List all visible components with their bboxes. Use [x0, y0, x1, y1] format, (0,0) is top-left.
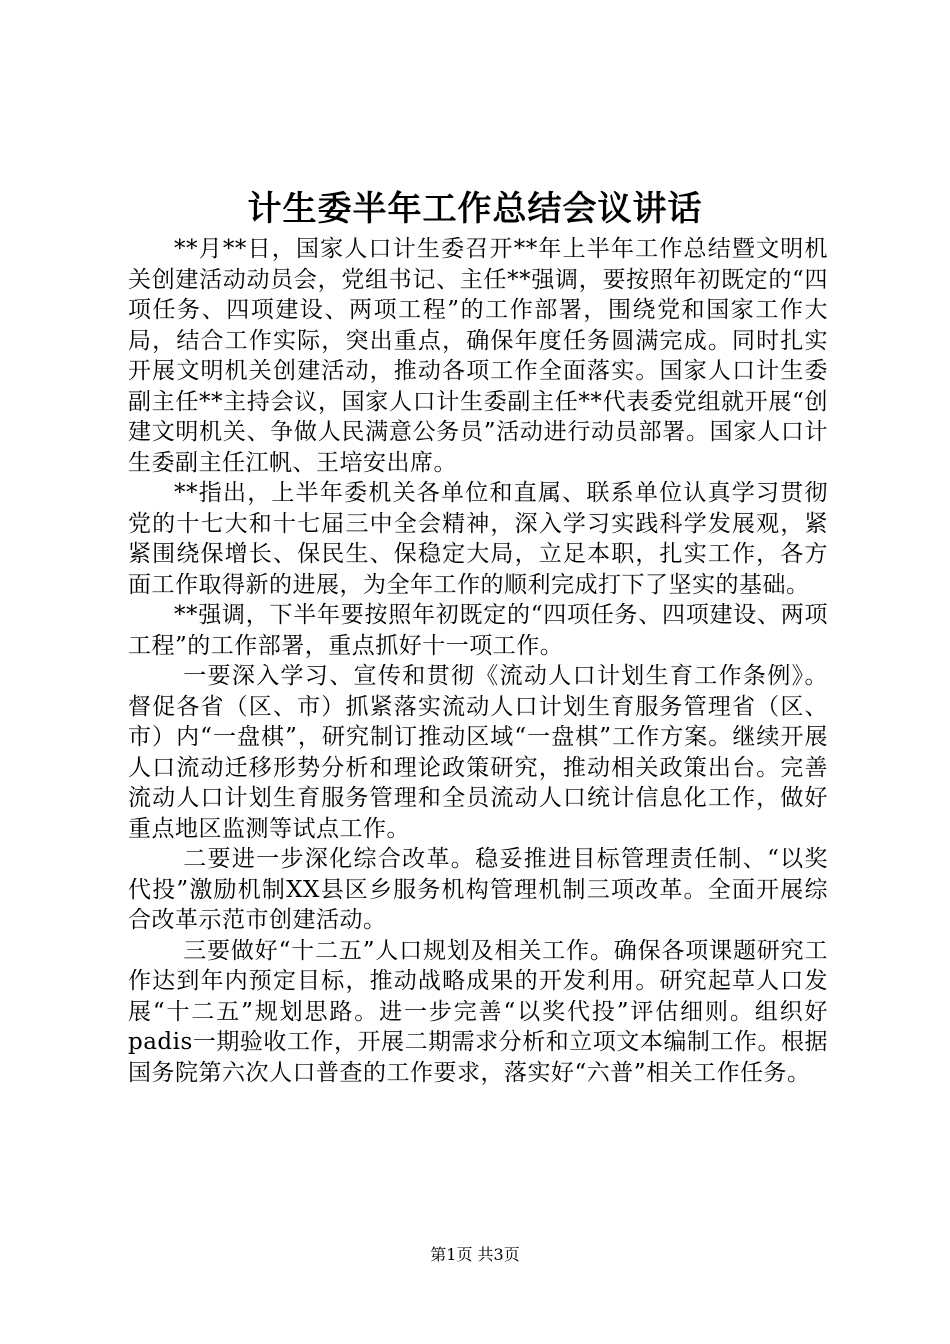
paragraph-task-three: 三要做好“十二五”人口规划及相关工作。确保各项课题研究工作达到年内预定目标，推动战略成果的开发利用。研究起草人口发展“十二五”规划思路。进一步完善“以奖代投”评估细则。组织好padis一期验收工作，开展二期需求分析和立项文本编制工作。根据国务院第六次人口普查的工作要求，落实好“六普”相关工作任务。: [128, 937, 828, 1086]
paragraph-task-one: 一要深入学习、宣传和贯彻《流动人口计划生育工作条例》。督促各省（区、市）抓紧落实流动人口计划生育服务管理省（区、市）内“一盘棋”，研究制订推动区域“一盘棋”工作方案。继续开展人口流动迁移形势分析和理论政策研究，推动相关政策出台。完善流动人口计划生育服务管理和全员流动人口统计信息化工作，做好重点地区监测等试点工作。: [128, 663, 828, 842]
page-footer: 第1页 共3页: [430, 1245, 520, 1264]
document-title: 计生委半年工作总结会议讲话: [247, 189, 703, 229]
paragraph-second-half-plan: **强调，下半年要按照年初既定的“四项任务、四项建设、两项工程”的工作部署，重点抓好十一项工作。: [128, 602, 828, 659]
paragraph-first-half-review: **指出，上半年委机关各单位和直属、联系单位认真学习贯彻党的十七大和十七届三中全会精神，深入学习实践科学发展观，紧紧围绕保增长、保民生、保稳定大局，立足本职，扎实工作，各方面工作取得新的进展，为全年工作的顺利完成打下了坚实的基础。: [128, 480, 828, 598]
paragraph-task-two: 二要进一步深化综合改革。稳妥推进目标管理责任制、“以奖代投”激励机制XX县区乡服务机构管理机制三项改革。全面开展综合改革示范市创建活动。: [128, 846, 828, 933]
document-body: [128, 234, 828, 1088]
paragraph-meeting-summary: **月**日，国家人口计生委召开**年上半年工作总结暨文明机关创建活动动员会，党组书记、主任**强调，要按照年初既定的“四项任务、四项建设、两项工程”的工作部署，围绕党和国家工作大局，结合工作实际，突出重点，确保年度任务圆满完成。同时扎实开展文明机关创建活动，推动各项工作全面落实。国家人口计生委副主任**主持会议，国家人口计生委副主任**代表委党组就开展“创建文明机关、争做人民满意公务员”活动进行动员部署。国家人口计生委副主任江帆、王培安出席。: [128, 236, 828, 476]
